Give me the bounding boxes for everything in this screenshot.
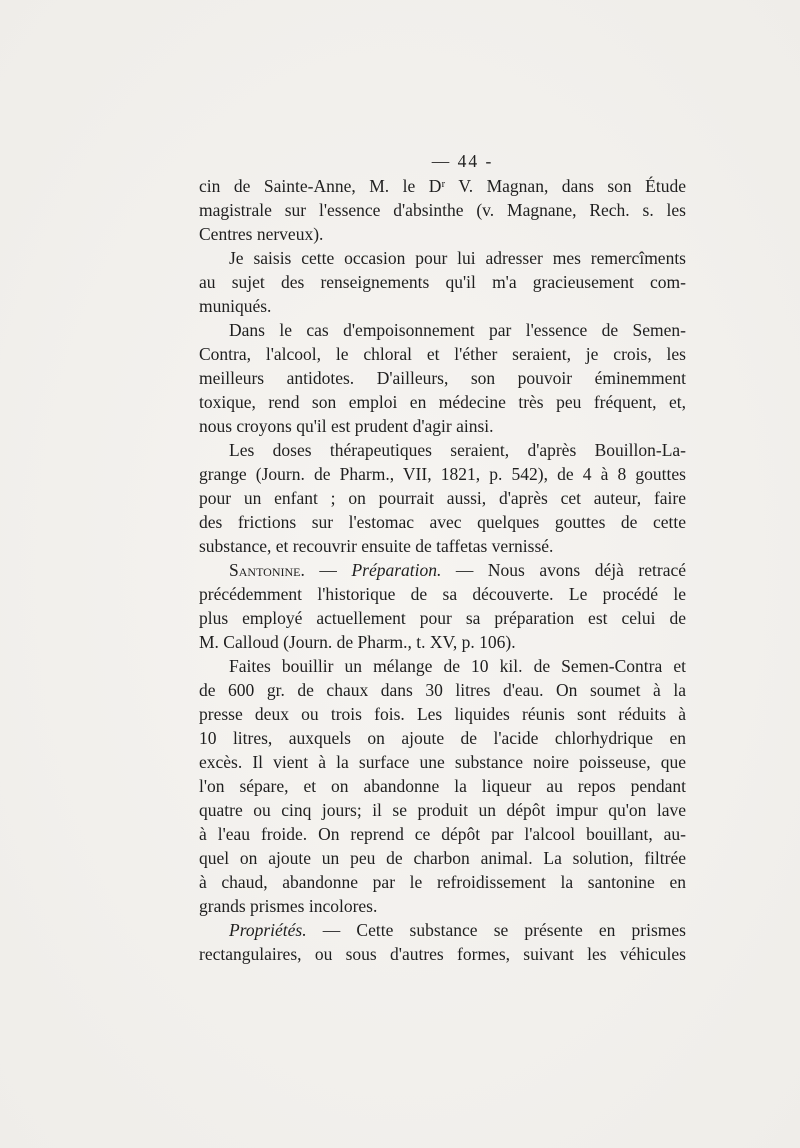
text-line: meilleurs antidotes. D'ailleurs, son pouvoir éminemment [199,368,686,388]
section-heading-line [199,918,686,942]
dash: — [304,560,352,580]
text-line: Contra, l'alcool, le chloral et l'éther seraient, je crois, les [199,344,686,364]
text-line: toxique, rend son emploi en médecine très peu fréquent, et, [199,392,686,412]
text-line: Dans le cas d'empoisonnement par l'essence de Semen- [229,320,686,340]
text-line: M. Calloud (Journ. de Pharm., t. XV, p. 106). [199,632,516,652]
text-line: de 600 gr. de chaux dans 30 litres d'eau. On soumet à la [199,680,686,700]
text-line: grands prismes incolores. [199,896,378,916]
text-line: quatre ou cinq jours; il se produit un dépôt impur qu'on lave [199,800,686,820]
text-line: Faites bouillir un mélange de 10 kil. de Semen-Contra et [229,656,686,676]
section-title: Santonine. [229,560,305,580]
text-line: 10 litres, auxquels on ajoute de l'acide chlorhydrique en [199,728,686,748]
section-heading-line [199,558,686,582]
text-line: muniqués. [199,296,272,316]
text-line: magistrale sur l'essence d'absinthe (v. Magnane, Rech. s. les [199,200,686,220]
text-line: des frictions sur l'estomac avec quelques gouttes de cette [199,512,686,532]
text-line: l'on sépare, et on abandonne la liqueur au repos pendant [199,776,686,796]
text-line: Centres nerveux). [199,224,324,244]
text-line: quel on ajoute un peu de charbon animal. La solution, filtrée [199,848,686,868]
text-line: plus employé actuellement pour sa préparation est celui de [199,608,686,628]
heading-rest: — Cette substance se présente en prismes [306,920,686,940]
text-line: à chaud, abandonne par le refroidissement la santonine en [199,872,686,892]
text-line: à l'eau froide. On reprend ce dépôt par l'alcool bouillant, au- [199,824,686,844]
text-line: au sujet des renseignements qu'il m'a gracieusement com- [199,272,686,292]
text-line: cin de Sainte-Anne, M. le Dʳ V. Magnan, dans son Étude [199,176,686,196]
text-line: Les doses thérapeutiques seraient, d'après Bouillon-La- [229,440,686,460]
heading-rest: — Nous avons déjà retracé [441,560,686,580]
text-line: précédemment l'historique de sa découverte. Le procédé le [199,584,686,604]
text-line: excès. Il vient à la surface une substance noire poisseuse, que [199,752,686,772]
text-line: substance, et recouvrir ensuite de taffetas vernissé. [199,536,554,556]
text-line: presse deux ou trois fois. Les liquides réunis sont réduits à [199,704,686,724]
text-line: Je saisis cette occasion pour lui adresser mes remercîments [229,248,686,268]
text-line: nous croyons qu'il est prudent d'agir ainsi. [199,416,494,436]
text-line: rectangulaires, ou sous d'autres formes, suivant les véhicules [199,944,686,964]
subsection-title: Préparation. [351,560,442,580]
page-number: — 44 - [431,151,494,171]
subsection-title: Propriétés. [229,920,307,940]
text-line: pour un enfant ; on pourrait aussi, d'après cet auteur, faire [199,488,686,508]
text-line: grange (Journ. de Pharm., VII, 1821, p. 542), de 4 à 8 gouttes [199,464,686,484]
